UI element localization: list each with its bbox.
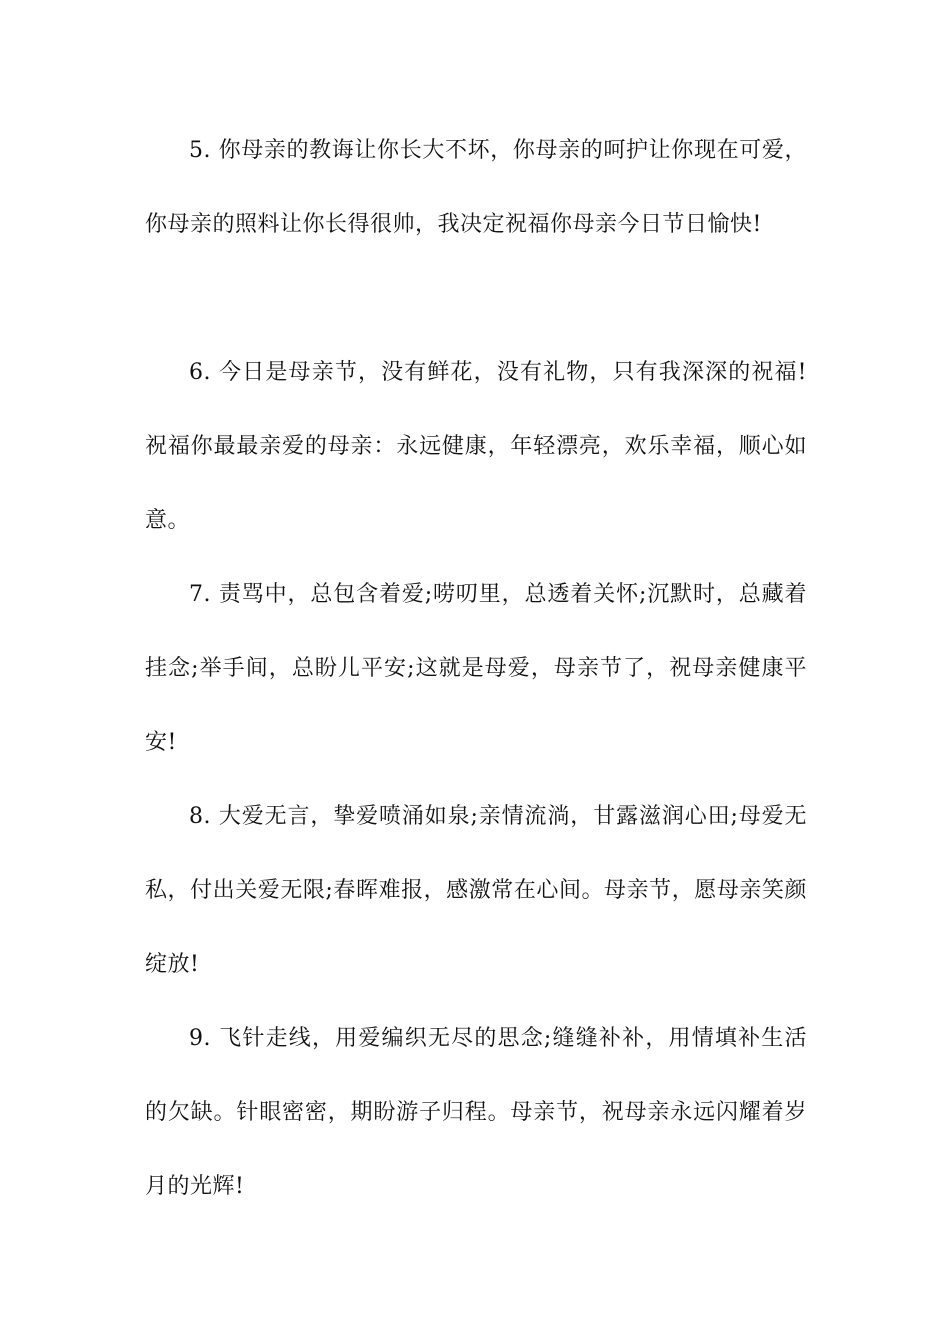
paragraph-9: 9. 飞针走线，用爱编织无尽的思念;缝缝补补，用情填补生活的欠缺。针眼密密，期盼游子归程。母亲节，祝母亲永远闪耀着岁月的光辉! bbox=[145, 1026, 807, 1199]
paragraph-5: 5. 你母亲的教诲让你长大不坏，你母亲的呵护让你现在可爱，你母亲的照料让你长得很帅，我决定祝福你母亲今日节日愉快! bbox=[145, 138, 807, 237]
paragraph-8: 8. 大爱无言，挚爱喷涌如泉;亲情流淌，甘露滋润心田;母爱无私，付出关爱无限;春晖难报，感激常在心间。母亲节，愿母亲笑颜绽放! bbox=[145, 804, 807, 977]
paragraph-6: 6. 今日是母亲节，没有鲜花，没有礼物，只有我深深的祝福!祝福你最最亲爱的母亲：永远健康，年轻漂亮，欢乐幸福，顺心如意。 bbox=[145, 360, 807, 533]
paragraph-7: 7. 责骂中，总包含着爱;唠叨里，总透着关怀;沉默时，总藏着挂念;举手间，总盼儿平安;这就是母爱，母亲节了，祝母亲健康平安! bbox=[145, 582, 807, 755]
